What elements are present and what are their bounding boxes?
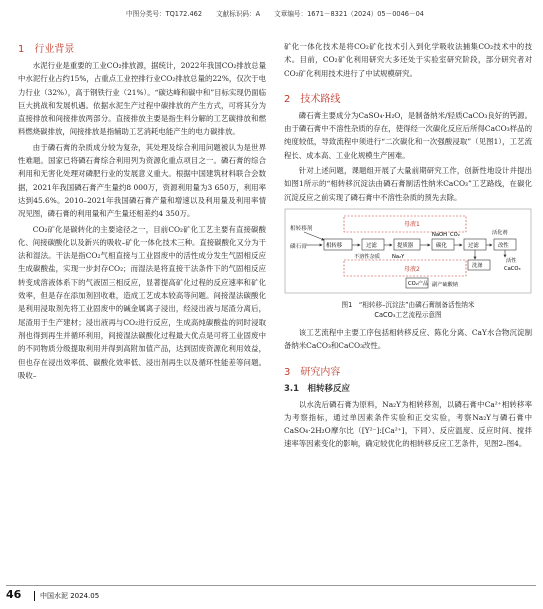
insoluble-label: 不溶性杂质 <box>354 253 380 260</box>
box-filter-1-label: 过滤 <box>366 242 377 249</box>
page-footer <box>0 584 543 609</box>
document-code: 文献标识码：A <box>216 10 261 18</box>
footer-rule <box>6 585 536 586</box>
figure-1-caption-line-1: 图1 “相转移–沉淀法”由磷石膏制备活性纳米 <box>341 300 475 309</box>
section-3-paragraph: 以水洗后磷石膏为原料，Na₂Y为相转移剂，以磷石膏中Ca²⁺相转移率为考察指标，通过单因素条件实验和正交实验，考察Na₂Y与磷石膏中CaSO₄·2H₂O摩尔比（[Y²⁻]:[Ca²⁺]，下同）、反应温度、反应时间、搅拌速率等因素变化的影响，确定较优化的相转移反应工艺条件，见图2–图4。 <box>284 399 532 449</box>
continued-paragraph: 矿化一体化技术是将CO₂矿化技术引入到化学吸收法捕集CO₂技术中的技术。目前，CO₂矿化利用研究大多还处于实验室研究阶段，部分研究者对CO₂矿化利用技术进行了中试规模研究。 <box>284 42 532 78</box>
section-2-title: 2 技术路线 <box>284 93 341 105</box>
activator-label: 活化剂 <box>492 229 508 236</box>
product-label: 活性 <box>506 257 517 264</box>
section-2-paragraph-1: 磷石膏主要成分为CaSO₄·H₂O，是制备纳米/轻质CaCO₃良好的钙源。由于磷石膏中不溶性杂质的存在，使得经一次碳化反应后所得CaCO₃样品的纯度较低，导致流程中须进行“二次碳化和一次强酸浸取”（见图1），工艺流程长、成本高、工业化规模生产困难。 <box>284 110 532 160</box>
section-1-paragraph-3: CO₂矿化是碳转化的主要途径之一，目前CO₂矿化工艺主要有直接碳酸化、间接碳酸化以及新兴的吸收–矿化一体化技术三种。直接碳酸化又分为干法和湿法。干法是指CO₂气相直接与工业固废中的活性成分发生气固相反应生成碳酸盐，实现一步封存CO₂；而湿法是将直接干法条件下的气固相反应转变成溶液体系下的气液固三相反应，显著提高矿化过程的反应速率和矿化效率，但是存在添加剂回收难，造成工艺成本较高等问题。间接湿法碳酸化是利用浸取剂先将工业固废中的碱金属离子浸出，经浸出液与尾渣分离后，尾渣用于生产建材；浸出液再与CO₂进行反应，生成高纯碳酸盐的同时浸取剂也得到再生并循环利用，间接湿法碳酸化过程最大优点是可将工业固废中的不同物质分级提取利用并得到高附加值产品，达到固废资源化利用效益，但也存在浸出效率低、碳酸化效率低、浸出剂再生以及循环性能差等问题。吸收– <box>18 224 266 380</box>
section-3-title: 3 研究内容 <box>284 366 341 378</box>
section-2-after-figure: 该工艺流程中主要工序包括相转移反应、陈化分离、CaY水合物沉淀制备纳米CaCO₃和CaCO₃改性。 <box>284 327 532 351</box>
page-header <box>40 6 510 20</box>
box-phase-transfer-label: 相转移 <box>326 242 343 249</box>
co2-product-label: CO₂产品 <box>408 280 429 287</box>
box-washing-label: 洗涤 <box>472 262 483 269</box>
section-3-1-title: 3.1 相转移反应 <box>284 383 351 394</box>
co2-label: CO₂ <box>450 231 460 238</box>
section-1-title: 1 行业背景 <box>18 44 75 55</box>
byproduct-label: 副产硫酸钠 <box>432 281 458 288</box>
section-1-paragraph-2: 由于磷石膏的杂质成分较为复杂，其处理及综合利用问题被认为是世界性难题。国家已将磷石膏综合利用列为资源化重点项目之一。磷石膏的综合利用和无害化处理对磷肥行业的发展意义重大。根据中国建筑材料联合会数据，2021年我国磷石膏产生量约8 000万，资源利用量为3 650万，利用率达到45.6%。2010–2021年我国磷石膏产量和增速以及利用量及利用率情况见图，磷石膏的利用量和产生量还相差约4 350万。 <box>18 142 266 219</box>
left-column <box>18 40 266 384</box>
footer-divider <box>34 591 35 601</box>
route-1-label: 母液1 <box>404 220 420 228</box>
naoh-label: NaOH <box>432 231 448 238</box>
figure-1-caption <box>284 300 532 320</box>
figure-1 <box>284 208 532 320</box>
process-flow-diagram <box>284 208 532 294</box>
arrow-agent <box>304 232 324 240</box>
phase-transfer-agent-label: 相转移剂 <box>290 225 313 232</box>
right-column <box>284 40 532 453</box>
section-1-paragraph-1: 水泥行业是重要的工业CO₂排放源，据统计，2022年我国CO₂排放总量中水泥行业占约15%，占重点工业控排行业CO₂排放总量的22%，仅次于电力行业（32%），高于钢铁行业（21%）。“碳达峰和碳中和”目标实现仍面临巨大挑战和发展机遇。依据水泥生产过程中碳排放的产生方式，可将其分为直接排放和间接排放两部分。直接排放主要是指生料分解的工艺碳排放和燃料燃烧碳排放，间接排放是指辅助工艺消耗电能产生的电力碳排放。 <box>18 61 266 137</box>
box-upgrade-label: 提质器 <box>397 242 414 249</box>
na2y-label: Na₂Y <box>392 253 405 260</box>
page-number: 46 <box>6 588 22 601</box>
classification-number: 中图分类号：TQ172.462 <box>126 10 203 18</box>
journal-name: 中国水泥 2024.05 <box>40 592 100 600</box>
box-carbonation-label: 碳化 <box>436 242 447 249</box>
box-modification-label: 改性 <box>498 242 509 249</box>
route-2-label: 母液2 <box>404 265 420 273</box>
product-label-2: CaCO₃ <box>504 265 521 272</box>
article-number: 文章编号：1671－8321（2024）05－0046－04 <box>274 10 424 18</box>
section-2-paragraph-2: 针对上述问题，课题组开展了大量前期研究工作，创新性地设计并提出如图1所示的“相转移沉淀法由磷石膏制活性纳米CaCO₃”工艺路线，在碳化沉淀反应之前实现了磷石膏中不溶性杂质的预先去除。 <box>284 166 532 202</box>
gypsum-label: 磷石膏 <box>290 243 307 250</box>
box-filter-2-label: 过滤 <box>468 242 479 249</box>
figure-1-caption-line-2: CaCO₃工艺流程示意图 <box>374 310 442 319</box>
